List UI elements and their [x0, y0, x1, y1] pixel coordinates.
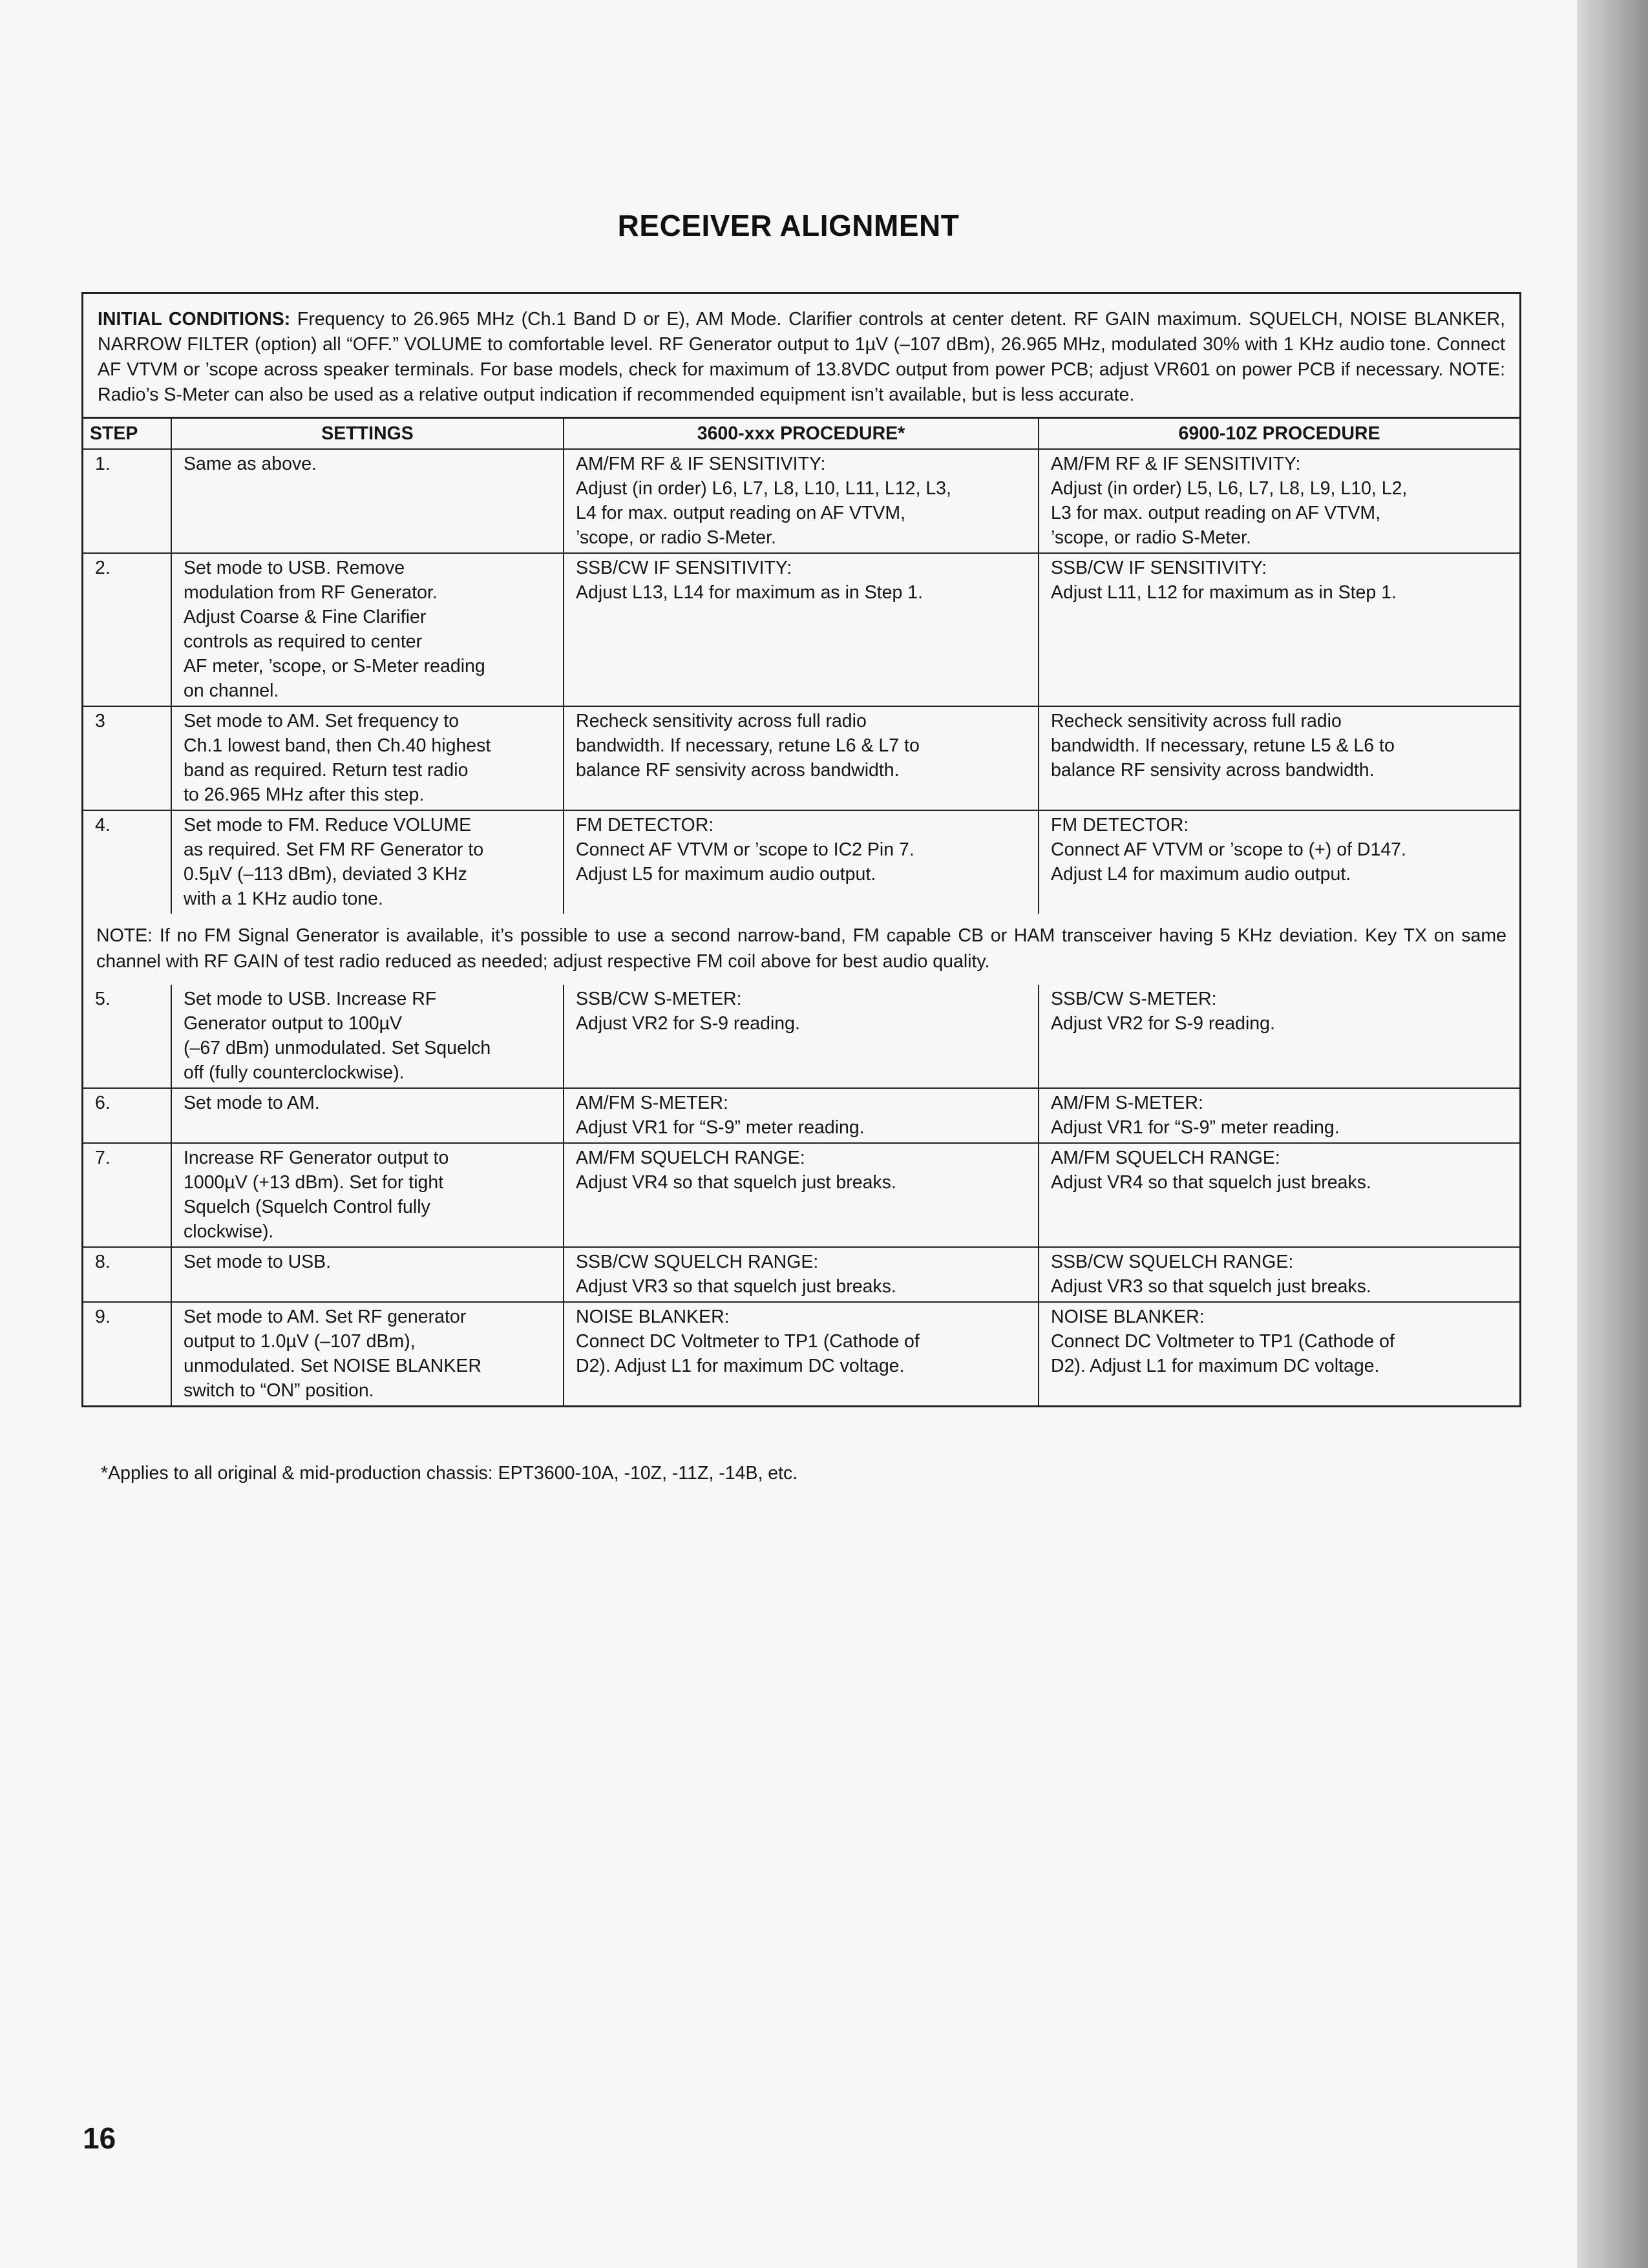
procedure-3600-cell: [564, 1088, 1039, 1143]
cell-line: Adjust VR1 for “S-9” meter reading.: [576, 1117, 865, 1138]
cell-line: Generator output to 100µV: [184, 1013, 403, 1034]
procedure-3600-cell: [564, 553, 1039, 706]
procedure-6900-cell: [1039, 810, 1519, 914]
cell-line: Adjust (in order) L6, L7, L8, L10, L11, L12, L3,: [576, 478, 951, 499]
settings-cell: [171, 1247, 564, 1302]
cell-line: Adjust L5 for maximum audio output.: [576, 864, 876, 885]
cell-line: off (fully counterclockwise).: [184, 1062, 405, 1083]
cell-line: Recheck sensitivity across full radio: [1051, 711, 1342, 731]
cell-line: Adjust VR3 so that squelch just breaks.: [1051, 1276, 1371, 1297]
settings-cell: [171, 1302, 564, 1405]
cell-line: AM/FM SQUELCH RANGE:: [1051, 1148, 1280, 1168]
alignment-procedure-box: [81, 292, 1521, 1407]
procedure-3600-cell: [564, 1143, 1039, 1247]
cell-line: NOISE BLANKER:: [576, 1307, 730, 1327]
step-number: 8.: [83, 1247, 171, 1302]
table-row: [83, 1088, 1519, 1143]
table-body-steps-1-4: [83, 449, 1519, 914]
cell-line: modulation from RF Generator.: [184, 582, 438, 603]
table-header-row: [83, 419, 1519, 449]
cell-line: Recheck sensitivity across full radio: [576, 711, 867, 731]
table-row: [83, 1302, 1519, 1405]
settings-cell: [171, 449, 564, 553]
step-number: 9.: [83, 1302, 171, 1405]
table-row: [83, 706, 1519, 810]
cell-line: to 26.965 MHz after this step.: [184, 784, 425, 805]
header-6900-procedure: 6900-10Z PROCEDURE: [1039, 419, 1519, 449]
procedure-3600-cell: [564, 449, 1039, 553]
cell-line: controls as required to center: [184, 631, 423, 652]
initial-conditions-label: INITIAL CONDITIONS:: [98, 309, 291, 330]
table-row: [83, 1143, 1519, 1247]
cell-line: Adjust VR4 so that squelch just breaks.: [1051, 1172, 1371, 1193]
cell-line: SSB/CW IF SENSITIVITY:: [576, 558, 792, 578]
cell-line: clockwise).: [184, 1221, 274, 1242]
initial-conditions: [83, 294, 1519, 419]
cell-line: ’scope, or radio S-Meter.: [576, 527, 776, 548]
procedure-6900-cell: [1039, 449, 1519, 553]
cell-line: L3 for max. output reading on AF VTVM,: [1051, 503, 1381, 523]
alignment-table: [83, 419, 1519, 1405]
cell-line: Adjust VR4 so that squelch just breaks.: [576, 1172, 896, 1193]
page-edge-shadow: [1577, 0, 1648, 2268]
cell-line: 0.5µV (–113 dBm), deviated 3 KHz: [184, 864, 467, 885]
settings-cell: [171, 553, 564, 706]
procedure-6900-cell: [1039, 1247, 1519, 1302]
cell-line: Adjust VR2 for S-9 reading.: [1051, 1013, 1275, 1034]
cell-line: Set mode to AM. Set frequency to: [184, 711, 460, 731]
cell-line: Increase RF Generator output to: [184, 1148, 449, 1168]
cell-line: Adjust VR3 so that squelch just breaks.: [576, 1276, 896, 1297]
procedure-3600-cell: [564, 1247, 1039, 1302]
settings-cell: [171, 1088, 564, 1143]
step-number: 5.: [83, 985, 171, 1088]
table-row: [83, 985, 1519, 1088]
cell-line: D2). Adjust L1 for maximum DC voltage.: [1051, 1356, 1380, 1376]
cell-line: Set mode to FM. Reduce VOLUME: [184, 815, 472, 835]
cell-line: SSB/CW SQUELCH RANGE:: [1051, 1252, 1294, 1272]
procedure-6900-cell: [1039, 1143, 1519, 1247]
cell-line: output to 1.0µV (–107 dBm),: [184, 1331, 416, 1352]
cell-line: bandwidth. If necessary, retune L6 & L7 to: [576, 735, 920, 756]
cell-line: Adjust L13, L14 for maximum as in Step 1.: [576, 582, 924, 603]
procedure-3600-cell: [564, 985, 1039, 1088]
step-number: 1.: [83, 449, 171, 553]
cell-line: Connect DC Voltmeter to TP1 (Cathode of: [1051, 1331, 1395, 1352]
cell-line: D2). Adjust L1 for maximum DC voltage.: [576, 1356, 905, 1376]
header-step: STEP: [83, 419, 171, 449]
table-row: [83, 553, 1519, 706]
cell-line: bandwidth. If necessary, retune L5 & L6 to: [1051, 735, 1395, 756]
cell-line: AM/FM SQUELCH RANGE:: [576, 1148, 805, 1168]
cell-line: AM/FM S-METER:: [576, 1093, 728, 1113]
cell-line: on channel.: [184, 680, 279, 701]
page-number: 16: [83, 2121, 116, 2155]
cell-line: SSB/CW S-METER:: [576, 989, 742, 1009]
step-number: 6.: [83, 1088, 171, 1143]
step-number: 4.: [83, 810, 171, 914]
cell-line: SSB/CW SQUELCH RANGE:: [576, 1252, 819, 1272]
cell-line: SSB/CW S-METER:: [1051, 989, 1217, 1009]
settings-cell: [171, 706, 564, 810]
cell-line: ’scope, or radio S-Meter.: [1051, 527, 1251, 548]
header-settings: SETTINGS: [171, 419, 564, 449]
cell-line: Set mode to USB.: [184, 1252, 332, 1272]
page-title: RECEIVER ALIGNMENT: [617, 209, 960, 242]
cell-line: Set mode to AM. Set RF generator: [184, 1307, 467, 1327]
cell-line: Ch.1 lowest band, then Ch.40 highest: [184, 735, 491, 756]
settings-cell: [171, 810, 564, 914]
cell-line: FM DETECTOR:: [1051, 815, 1189, 835]
fm-note-row: [83, 914, 1519, 985]
cell-line: Set mode to USB. Increase RF: [184, 989, 437, 1009]
table-row: [83, 1247, 1519, 1302]
cell-line: AM/FM S-METER:: [1051, 1093, 1203, 1113]
initial-conditions-text: Frequency to 26.965 MHz (Ch.1 Band D or E), AM Mode. Clarifier controls at center detent. RF GAIN maximum. SQUELCH, NOISE BLANKER, NARROW FILTER (option) all “OFF.” VOLUME to comfortable level. RF Generator output to 1µV (–107 dBm), 26.965 MHz, modulated 30% with 1 KHz audio tone. Connect AF VTVM or ’scope across speaker terminals. For base models, check for maximum of 13.8VDC output from power PCB; adjust VR601 on power PCB if necessary. NOTE: Radio’s S-Meter can also be used as a relative output indication if recommended equipment isn’t available, but is less accurate.: [98, 309, 1505, 405]
cell-line: NOISE BLANKER:: [1051, 1307, 1205, 1327]
fm-note: NOTE: If no FM Signal Generator is available, it’s possible to use a second narrow-band, FM capable CB or HAM transceiver having 5 KHz deviation. Key TX on same channel with RF GAIN of test radio reduced as needed; adjust respective FM coil above for best audio quality.: [96, 925, 1506, 972]
cell-line: 1000µV (+13 dBm). Set for tight: [184, 1172, 444, 1193]
cell-line: Same as above.: [184, 454, 317, 474]
procedure-3600-cell: [564, 706, 1039, 810]
settings-cell: [171, 1143, 564, 1247]
cell-line: AM/FM RF & IF SENSITIVITY:: [576, 454, 826, 474]
cell-line: band as required. Return test radio: [184, 760, 469, 781]
cell-line: AM/FM RF & IF SENSITIVITY:: [1051, 454, 1301, 474]
procedure-6900-cell: [1039, 706, 1519, 810]
procedure-3600-cell: [564, 1302, 1039, 1405]
table-row: [83, 449, 1519, 553]
cell-line: Adjust L11, L12 for maximum as in Step 1.: [1051, 582, 1397, 603]
cell-line: SSB/CW IF SENSITIVITY:: [1051, 558, 1267, 578]
cell-line: Connect AF VTVM or ’scope to IC2 Pin 7.: [576, 839, 914, 860]
cell-line: Adjust (in order) L5, L6, L7, L8, L9, L10, L2,: [1051, 478, 1408, 499]
cell-line: L4 for max. output reading on AF VTVM,: [576, 503, 906, 523]
cell-line: Adjust L4 for maximum audio output.: [1051, 864, 1351, 885]
cell-line: as required. Set FM RF Generator to: [184, 839, 484, 860]
settings-cell: [171, 985, 564, 1088]
cell-line: AF meter, ’scope, or S-Meter reading: [184, 656, 485, 677]
cell-line: Set mode to USB. Remove: [184, 558, 405, 578]
step-number: 2.: [83, 553, 171, 706]
cell-line: Set mode to AM.: [184, 1093, 320, 1113]
cell-line: balance RF sensivity across bandwidth.: [1051, 760, 1375, 781]
step-number: 3: [83, 706, 171, 810]
cell-line: Adjust Coarse & Fine Clarifier: [184, 607, 427, 627]
procedure-6900-cell: [1039, 1088, 1519, 1143]
table-body-steps-5-9: [83, 985, 1519, 1405]
header-3600-procedure: 3600-xxx PROCEDURE*: [564, 419, 1039, 449]
chassis-footnote: *Applies to all original & mid-production chassis: EPT3600-10A, -10Z, -11Z, -14B, etc.: [101, 1463, 798, 1484]
cell-line: unmodulated. Set NOISE BLANKER: [184, 1356, 481, 1376]
cell-line: with a 1 KHz audio tone.: [184, 888, 383, 909]
cell-line: Adjust VR1 for “S-9” meter reading.: [1051, 1117, 1340, 1138]
cell-line: (–67 dBm) unmodulated. Set Squelch: [184, 1038, 491, 1058]
procedure-6900-cell: [1039, 553, 1519, 706]
procedure-6900-cell: [1039, 985, 1519, 1088]
table-row: [83, 810, 1519, 914]
cell-line: FM DETECTOR:: [576, 815, 714, 835]
cell-line: Adjust VR2 for S-9 reading.: [576, 1013, 800, 1034]
step-number: 7.: [83, 1143, 171, 1247]
cell-line: Squelch (Squelch Control fully: [184, 1197, 430, 1217]
procedure-6900-cell: [1039, 1302, 1519, 1405]
cell-line: Connect DC Voltmeter to TP1 (Cathode of: [576, 1331, 920, 1352]
procedure-3600-cell: [564, 810, 1039, 914]
cell-line: Connect AF VTVM or ’scope to (+) of D147.: [1051, 839, 1406, 860]
cell-line: switch to “ON” position.: [184, 1380, 374, 1401]
cell-line: balance RF sensivity across bandwidth.: [576, 760, 900, 781]
